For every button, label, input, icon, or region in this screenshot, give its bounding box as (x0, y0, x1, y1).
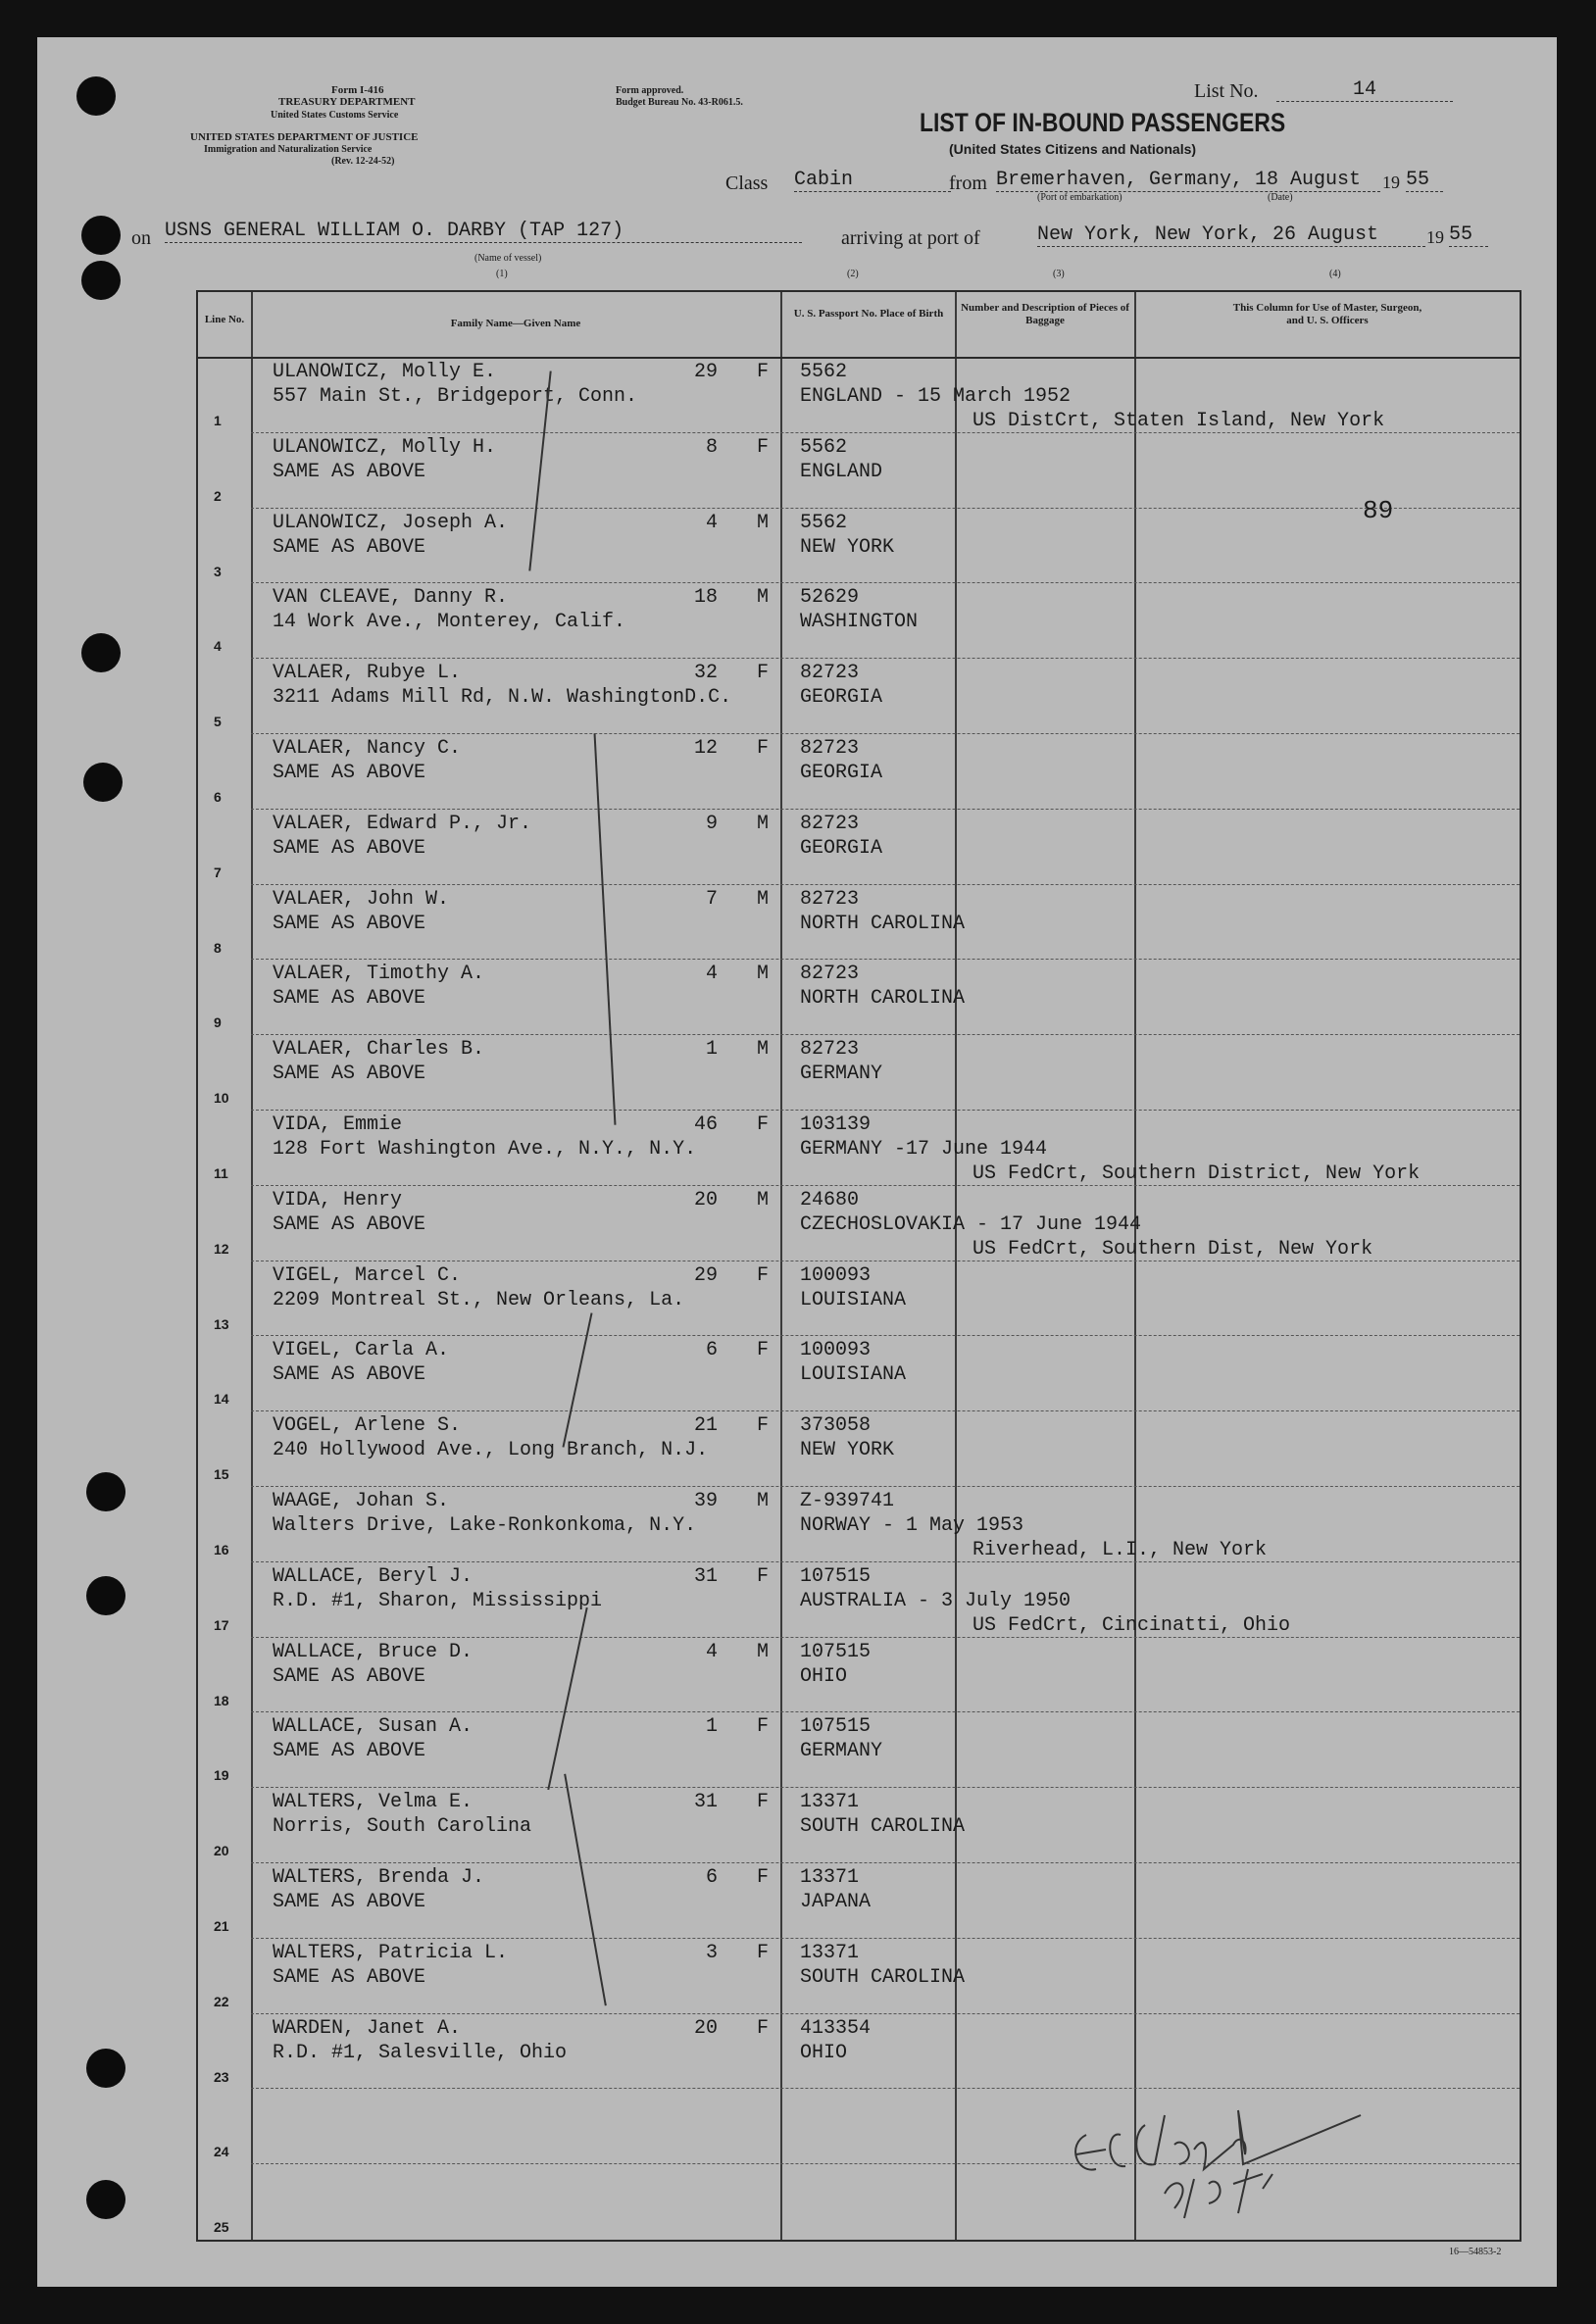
table-row (198, 433, 1520, 509)
passenger-age: 3 (705, 1941, 718, 1964)
dept-treasury: TREASURY DEPARTMENT (278, 96, 416, 108)
passenger-age: 9 (705, 812, 718, 835)
passenger-sex: M (757, 812, 770, 835)
passenger-name: VALAER, Rubye L. (273, 662, 462, 685)
line-number: 9 (214, 1014, 222, 1031)
passenger-address: R.D. #1, Sharon, Mississippi (273, 1589, 603, 1612)
passenger-address: SAME AS ABOVE (273, 1063, 426, 1086)
place-of-birth: LOUISIANA (800, 1288, 907, 1311)
vessel-caption: (Name of vessel) (474, 253, 542, 264)
passenger-age: 20 (693, 1188, 718, 1211)
passenger-age: 46 (693, 1113, 718, 1136)
table-row (198, 509, 1520, 584)
passenger-name: VIDA, Henry (273, 1188, 403, 1211)
line-number: 23 (214, 2068, 229, 2085)
passenger-name: VAN CLEAVE, Danny R. (273, 586, 509, 610)
place-of-birth: SOUTH CAROLINA (800, 1815, 966, 1839)
passenger-age: 4 (705, 511, 718, 534)
place-of-birth: GERMANY (800, 1063, 883, 1086)
passport-number: 5562 (800, 435, 848, 459)
passenger-age: 8 (705, 435, 718, 459)
table-row (198, 1788, 1520, 1863)
punch-hole-icon (86, 2180, 125, 2219)
place-of-birth: NORWAY - 1 May 1953 (800, 1514, 1024, 1537)
passenger-address: SAME AS ABOVE (273, 1363, 426, 1387)
place-of-birth: NEW YORK (800, 1439, 895, 1462)
passenger-name: WAAGE, Johan S. (273, 1490, 450, 1512)
punch-hole-icon (86, 1576, 125, 1615)
passport-number: 24680 (800, 1188, 860, 1211)
place-of-birth: SOUTH CAROLINA (800, 1965, 966, 1989)
passenger-name: VIDA, Emmie (273, 1113, 403, 1136)
passenger-count: 89 (1363, 496, 1394, 525)
passenger-name: WALTERS, Brenda J. (273, 1866, 485, 1889)
line-number: 25 (214, 2219, 229, 2236)
arrival-port-date: New York, New York, 26 August (1037, 223, 1425, 247)
passenger-address: SAME AS ABOVE (273, 1891, 426, 1913)
passport-number: 52629 (800, 586, 860, 610)
header-baggage: Number and Description of Pieces of Baggage (961, 302, 1129, 326)
line-number: 19 (214, 1767, 229, 1784)
passport-number: 5562 (800, 511, 848, 534)
passenger-name: VALAER, Nancy C. (273, 737, 462, 760)
passenger-address: SAME AS ABOVE (273, 836, 426, 860)
passenger-name: VALAER, Timothy A. (273, 963, 485, 986)
header-line-no: Line No. (204, 314, 245, 325)
passenger-sex: M (757, 1640, 770, 1663)
passport-number: 373058 (800, 1414, 872, 1438)
line-number: 11 (214, 1165, 228, 1181)
punch-hole-icon (86, 1472, 125, 1511)
passenger-name: WALTERS, Velma E. (273, 1791, 474, 1814)
line-number: 7 (214, 864, 222, 880)
list-no-label: List No. (1194, 80, 1259, 102)
table-row (198, 1035, 1520, 1111)
arrival-year: 55 (1449, 223, 1488, 247)
passenger-sex: M (757, 963, 770, 986)
passenger-address: 3211 Adams Mill Rd, N.W. WashingtonD.C. (273, 686, 732, 710)
passenger-address: 240 Hollywood Ave., Long Branch, N.J. (273, 1439, 709, 1462)
place-of-birth: NEW YORK (800, 535, 895, 559)
passenger-name: WALLACE, Beryl J. (273, 1564, 474, 1588)
passenger-sex: M (757, 1188, 770, 1211)
passport-number: 13371 (800, 1866, 860, 1889)
table-row (198, 1336, 1520, 1411)
passenger-address: 14 Work Ave., Monterey, Calif. (273, 611, 626, 634)
passenger-age: 32 (693, 662, 718, 685)
header-name: Family Name—Given Name (450, 318, 581, 329)
place-of-birth: JAPANA (800, 1891, 872, 1913)
passport-number: 100093 (800, 1263, 872, 1287)
dept-immigration: Immigration and Naturalization Service (204, 144, 373, 155)
line-number: 21 (214, 1918, 229, 1934)
passport-number: 107515 (800, 1564, 872, 1588)
passenger-name: VIGEL, Marcel C. (273, 1263, 462, 1287)
passport-number: 82723 (800, 1038, 860, 1062)
line-number: 18 (214, 1692, 229, 1708)
document-page (37, 37, 1557, 2287)
passport-number: Z-939741 (800, 1490, 895, 1512)
line-number: 24 (214, 2144, 229, 2160)
punch-hole-icon (81, 261, 121, 300)
passenger-sex: F (757, 361, 770, 383)
embark-port-date: Bremerhaven, Germany, 18 August (996, 169, 1380, 192)
passenger-age: 1 (705, 1038, 718, 1062)
passenger-sex: F (757, 737, 770, 760)
line-number: 17 (214, 1616, 229, 1633)
class-value: Cabin (794, 169, 951, 192)
punch-hole-icon (76, 76, 116, 116)
place-of-birth: GEORGIA (800, 836, 883, 860)
line-number: 4 (214, 638, 222, 655)
passenger-sex: M (757, 586, 770, 610)
place-of-birth: OHIO (800, 1664, 848, 1688)
dept-customs: United States Customs Service (271, 110, 399, 121)
passenger-name: VOGEL, Arlene S. (273, 1414, 462, 1438)
passenger-address: SAME AS ABOVE (273, 912, 426, 935)
passenger-name: VIGEL, Carla A. (273, 1339, 450, 1362)
passenger-name: VALAER, Edward P., Jr. (273, 812, 532, 835)
passenger-age: 31 (693, 1791, 718, 1814)
passenger-address: Norris, South Carolina (273, 1815, 532, 1839)
naturalization-note: US DistCrt, Staten Island, New York (973, 410, 1385, 432)
line-number: 5 (214, 714, 222, 730)
page-title: LIST OF IN-BOUND PASSENGERS (920, 108, 1286, 137)
table-row (198, 583, 1520, 659)
place-of-birth: GERMANY -17 June 1944 (800, 1138, 1048, 1161)
col-num-4: (4) (1329, 269, 1341, 279)
passenger-sex: F (757, 2016, 770, 2040)
table-row (198, 1712, 1520, 1788)
place-of-birth: LOUISIANA (800, 1363, 907, 1387)
form-number: Form I-416 (331, 84, 384, 96)
class-label: Class (725, 173, 769, 194)
passenger-name: WALTERS, Patricia L. (273, 1941, 509, 1964)
passenger-address: SAME AS ABOVE (273, 762, 426, 784)
passenger-sex: F (757, 1941, 770, 1964)
col-num-2: (2) (847, 269, 859, 279)
passenger-address: SAME AS ABOVE (273, 1212, 426, 1236)
place-of-birth: NORTH CAROLINA (800, 912, 966, 935)
passenger-age: 39 (693, 1490, 718, 1512)
passenger-age: 7 (705, 887, 718, 911)
passport-number: 107515 (800, 1715, 872, 1739)
passenger-sex: M (757, 887, 770, 911)
passenger-name: ULANOWICZ, Molly H. (273, 435, 497, 459)
table-row (198, 1411, 1520, 1487)
place-of-birth: GEORGIA (800, 762, 883, 784)
passenger-address: 2209 Montreal St., New Orleans, La. (273, 1288, 685, 1311)
passenger-address: SAME AS ABOVE (273, 1965, 426, 1989)
line-number: 3 (214, 563, 222, 579)
passport-number: 82723 (800, 887, 860, 911)
naturalization-note: US FedCrt, Cincinatti, Ohio (973, 1613, 1291, 1637)
naturalization-note: US FedCrt, Southern District, New York (973, 1162, 1421, 1185)
line-number: 15 (214, 1466, 229, 1483)
passenger-address: 128 Fort Washington Ave., N.Y., N.Y. (273, 1138, 697, 1161)
passenger-sex: F (757, 435, 770, 459)
passenger-age: 4 (705, 963, 718, 986)
passenger-age: 29 (693, 1263, 718, 1287)
passenger-age: 18 (693, 586, 718, 610)
punch-hole-icon (86, 2049, 125, 2088)
passenger-name: VALAER, John W. (273, 887, 450, 911)
passenger-address: SAME AS ABOVE (273, 535, 426, 559)
line-number: 22 (214, 1993, 229, 2009)
line-number: 16 (214, 1542, 229, 1558)
form-approved: Form approved. (616, 85, 684, 96)
naturalization-note: US FedCrt, Southern Dist, New York (973, 1237, 1373, 1261)
punch-hole-icon (81, 216, 121, 255)
header-officers: This Column for Use of Master, Surgeon, and U. S. Officers (1232, 302, 1422, 326)
passenger-sex: F (757, 1414, 770, 1438)
line-number: 13 (214, 1315, 229, 1332)
passenger-name: ULANOWICZ, Molly E. (273, 361, 497, 383)
table-row (198, 1562, 1520, 1638)
passport-number: 100093 (800, 1339, 872, 1362)
table-row (198, 734, 1520, 810)
table-row (198, 1186, 1520, 1261)
port-embark-caption: (Port of embarkation) (1037, 192, 1122, 203)
list-no-value: 14 (1276, 78, 1453, 102)
table-row (198, 1863, 1520, 1939)
place-of-birth: ENGLAND - 15 March 1952 (800, 385, 1072, 408)
passenger-sex: M (757, 1038, 770, 1062)
passport-number: 107515 (800, 1640, 872, 1663)
passport-number: 82723 (800, 662, 860, 685)
table-row (198, 1111, 1520, 1186)
passenger-age: 6 (705, 1866, 718, 1889)
line-number: 14 (214, 1391, 229, 1408)
passport-number: 413354 (800, 2016, 872, 2040)
table-row (198, 885, 1520, 961)
vessel-name: USNS GENERAL WILLIAM O. DARBY (TAP 127) (165, 220, 802, 243)
passenger-age: 21 (693, 1414, 718, 1438)
table-row (198, 1939, 1520, 2014)
passenger-age: 20 (693, 2016, 718, 2040)
passenger-name: WALLACE, Bruce D. (273, 1640, 474, 1663)
signature (1037, 2076, 1449, 2223)
passenger-age: 6 (705, 1339, 718, 1362)
table-row (198, 1261, 1520, 1337)
passenger-name: WARDEN, Janet A. (273, 2016, 462, 2040)
passenger-age: 1 (705, 1715, 718, 1739)
passenger-name: ULANOWICZ, Joseph A. (273, 511, 509, 534)
budget-bureau: Budget Bureau No. 43-R061.5. (616, 97, 743, 108)
form-revision: (Rev. 12-24-52) (331, 156, 395, 167)
passenger-sex: F (757, 1715, 770, 1739)
line-number: 2 (214, 487, 222, 504)
passport-number: 13371 (800, 1791, 860, 1814)
table-row (198, 810, 1520, 885)
line-number: 6 (214, 789, 222, 805)
passport-number: 82723 (800, 812, 860, 835)
passport-number: 13371 (800, 1941, 860, 1964)
line-number: 8 (214, 939, 222, 956)
passenger-sex: F (757, 1564, 770, 1588)
line-number: 10 (214, 1090, 229, 1107)
place-of-birth: OHIO (800, 2041, 848, 2064)
passenger-address: SAME AS ABOVE (273, 987, 426, 1011)
on-label: on (131, 227, 151, 249)
table-row (198, 358, 1520, 433)
passenger-sex: F (757, 1791, 770, 1814)
embark-year: 55 (1406, 169, 1443, 192)
passenger-age: 29 (693, 361, 718, 383)
col-num-3: (3) (1053, 269, 1065, 279)
place-of-birth: AUSTRALIA - 3 July 1950 (800, 1589, 1072, 1612)
passport-number: 5562 (800, 361, 848, 383)
passenger-age: 12 (693, 737, 718, 760)
table-row (198, 960, 1520, 1035)
table-row (198, 659, 1520, 734)
year-prefix: 19 (1426, 227, 1444, 247)
line-number: 20 (214, 1843, 229, 1859)
passenger-address: SAME AS ABOVE (273, 1664, 426, 1688)
passenger-table (196, 290, 1521, 2242)
line-number: 12 (214, 1240, 229, 1257)
passenger-sex: F (757, 1339, 770, 1362)
passenger-sex: M (757, 1490, 770, 1512)
passenger-name: WALLACE, Susan A. (273, 1715, 474, 1739)
passenger-address: Walters Drive, Lake-Ronkonkoma, N.Y. (273, 1514, 697, 1537)
passenger-address: R.D. #1, Salesville, Ohio (273, 2041, 568, 2064)
naturalization-note: Riverhead, L.I., New York (973, 1539, 1268, 1561)
punch-hole-icon (83, 763, 123, 802)
arriving-label: arriving at port of (841, 227, 980, 249)
passenger-address: 557 Main St., Bridgeport, Conn. (273, 385, 638, 408)
year-prefix: 19 (1382, 173, 1400, 192)
place-of-birth: WASHINGTON (800, 611, 919, 634)
passenger-sex: F (757, 1113, 770, 1136)
line-number: 1 (214, 413, 222, 428)
col-num-1: (1) (496, 269, 508, 279)
dept-justice: UNITED STATES DEPARTMENT OF JUSTICE (190, 131, 419, 143)
passenger-sex: F (757, 662, 770, 685)
passport-number: 82723 (800, 737, 860, 760)
from-label: from (949, 173, 987, 194)
passenger-age: 31 (693, 1564, 718, 1588)
page-subtitle: (United States Citizens and Nationals) (949, 141, 1197, 157)
passenger-address: SAME AS ABOVE (273, 1740, 426, 1763)
passport-number: 103139 (800, 1113, 872, 1136)
passenger-name: VALAER, Charles B. (273, 1038, 485, 1062)
date-caption: (Date) (1268, 192, 1293, 203)
passenger-address: SAME AS ABOVE (273, 460, 426, 483)
place-of-birth: NORTH CAROLINA (800, 987, 966, 1011)
passport-number: 82723 (800, 963, 860, 986)
table-row (198, 1638, 1520, 1713)
header-passport: U. S. Passport No. Place of Birth (793, 308, 944, 320)
passenger-sex: F (757, 1866, 770, 1889)
place-of-birth: GEORGIA (800, 686, 883, 710)
passenger-sex: F (757, 1263, 770, 1287)
passenger-sex: M (757, 511, 770, 534)
place-of-birth: GERMANY (800, 1740, 883, 1763)
table-row (198, 1487, 1520, 1562)
place-of-birth: ENGLAND (800, 460, 883, 483)
place-of-birth: CZECHOSLOVAKIA - 17 June 1944 (800, 1212, 1142, 1236)
punch-hole-icon (81, 633, 121, 672)
form-code: 16—54853-2 (1449, 2247, 1502, 2257)
passenger-age: 4 (705, 1640, 718, 1663)
